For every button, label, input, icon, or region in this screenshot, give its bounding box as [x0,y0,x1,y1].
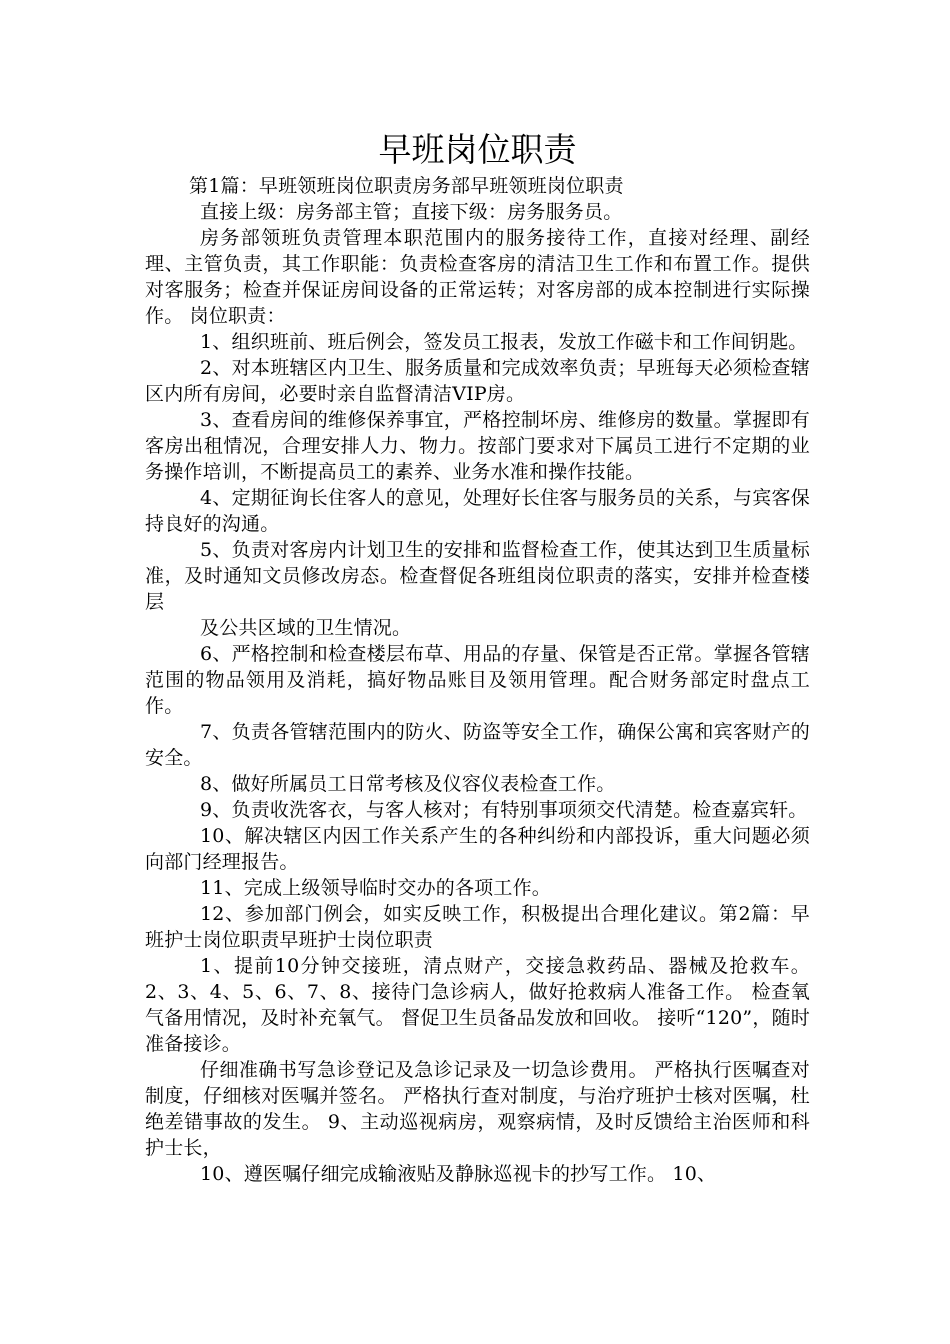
paragraph-duty-6: 6、严格控制和检查楼层布草、用品的存量、保管是否正常。掌握各管辖范围的物品领用及消耗，搞好物品账目及领用管理。配合财务部定时盘点工作。 [145,643,810,717]
paragraph-nurse-duty-10: 10、遵医嘱仔细完成输液贴及静脉巡视卡的抄写工作。 10、 [200,1163,717,1185]
document-title: 早班岗位职责 [378,130,577,169]
paragraph-duty-7: 7、负责各管辖范围内的防火、防盗等安全工作，确保公寓和宾客财产的安全。 [145,721,810,769]
document-body [145,173,810,1187]
paragraph-duty-1: 1、组织班前、班后例会，签发员工报表，发放工作磁卡和工作间钥匙。 [200,331,808,353]
paragraph-duty-10: 10、解决辖区内因工作关系产生的各种纠纷和内部投诉，重大问题必须向部门经理报告。 [145,825,810,873]
paragraph-section-1-heading: 第1篇：早班领班岗位职责房务部早班领班岗位职责 [189,175,624,197]
paragraph-reporting-line: 直接上级：房务部主管；直接下级：房务服务员。 [200,201,623,223]
paragraph-duty-4: 4、定期征询长住客人的意见，处理好长住客与服务员的关系，与宾客保持良好的沟通。 [145,487,810,535]
paragraph-duty-3: 3、查看房间的维修保养事宜，严格控制坏房、维修房的数量。掌握即有客房出租情况，合理安排人力、物力。按部门要求对下属员工进行不定期的业务操作培训，不断提高员工的素养、业务水准和操作技能。 [145,409,810,483]
paragraph-duty-9: 9、负责收洗客衣，与客人核对；有特别事项须交代清楚。检查嘉宾轩。 [200,799,808,821]
paragraph-duty-2: 2、对本班辖区内卫生、服务质量和完成效率负责；早班每天必须检查辖区内所有房间，必要时亲自监督清洁VIP房。 [145,357,810,405]
paragraph-duty-11: 11、完成上级领导临时交办的各项工作。 [200,877,551,899]
paragraph-duty-5-continued: 及公共区域的卫生情况。 [200,617,412,639]
paragraph-nurse-duty-1: 1、提前10分钟交接班，清点财产，交接急救药品、器械及抢救车。 2、3、4、5、6、7、8、接待门急诊病人，做好抢救病人准备工作。 检查氧气备用情况，及时补充氧气。 督促卫生员备品发放和回收。 接听“120”，随时准备接诊。 [145,955,810,1055]
paragraph-duty-8: 8、做好所属员工日常考核及仪容仪表检查工作。 [200,773,616,795]
paragraph-overview: 房务部领班负责管理本职范围内的服务接待工作，直接对经理、副经理、主管负责，其工作职能：负责检查客房的清洁卫生工作和布置工作。提供对客服务；检查并保证房间设备的正常运转；对客房部的成本控制进行实际操作。 岗位职责： [145,227,810,327]
paragraph-duty-12: 12、参加部门例会，如实反映工作，积极提出合理化建议。第2篇：早班护士岗位职责早班护士岗位职责 [145,903,810,951]
paragraph-duty-5: 5、负责对客房内计划卫生的安排和监督检查工作，使其达到卫生质量标准，及时通知文员修改房态。检查督促各班组岗位职责的落实，安排并检查楼层 [145,539,810,613]
paragraph-nurse-duties: 仔细准确书写急诊登记及急诊记录及一切急诊费用。 严格执行医嘱查对制度，仔细核对医嘱并签名。 严格执行查对制度，与治疗班护士核对医嘱，杜绝差错事故的发生。 9、主动巡视病房，观察病情，及时反馈给主治医师和科护士长， [145,1059,810,1159]
